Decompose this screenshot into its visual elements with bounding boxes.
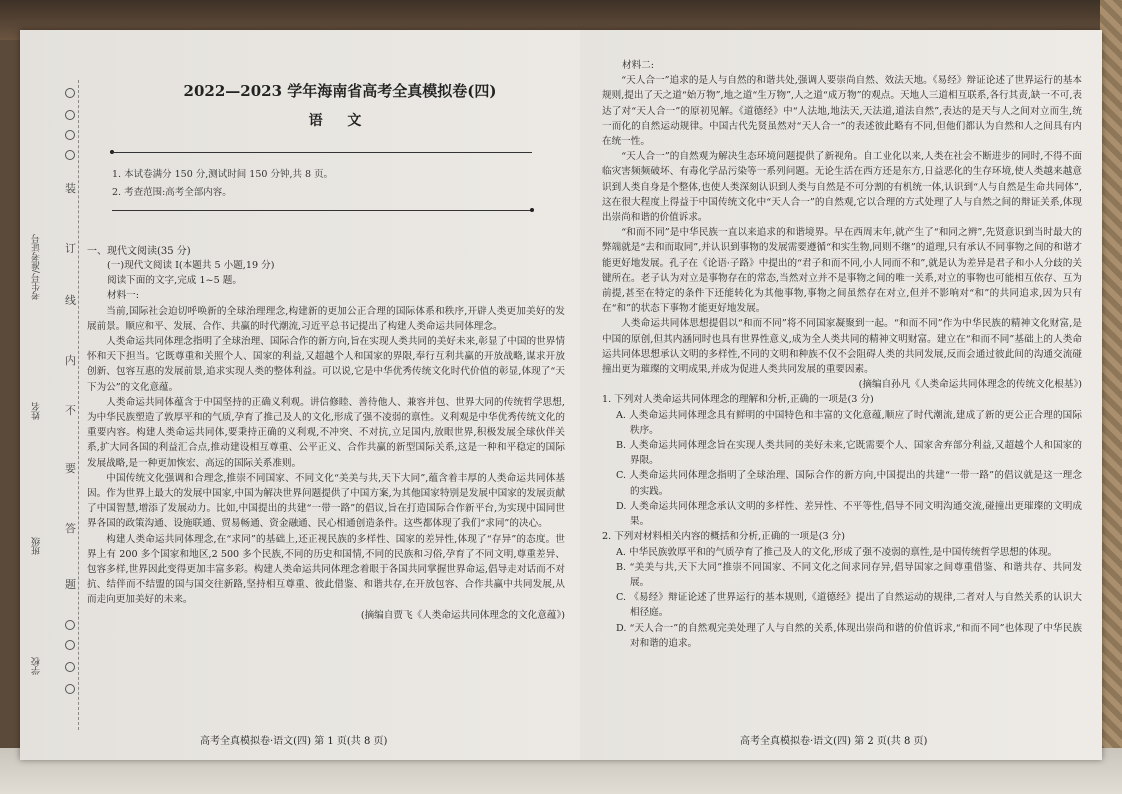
section-heading: 一、现代文阅读(35 分): [87, 246, 191, 257]
binding-char: 不: [65, 404, 76, 417]
paragraph: 人类命运共同体理念指明了全球治理、国际合作的新方向,旨在实现人类共同的美好未来,彰显了中国的世界情怀和天下担当。它既尊重和关照个人、国家的利益,又超越个人和国家的界限,奉行互利共赢的开放战略,谋求开放创新、包容互惠的发展前景,追求实现人类的整体利益。可以说,它是中华优秀传统文化时代价值的彰显,体现了“天下为公”的文化意蕴。: [87, 336, 565, 393]
paragraph: 人类命运共同体蕴含于中国坚持的正确义利观。讲信修睦、善待他人、兼容并包、世界大同的传统哲学思想,为中华民族塑造了敦厚平和的气质,孕育了推己及人的文化,形成了强不凌弱的禀性。义利观是中华优秀传统文化的重要内容。构建人类命运共同体,要秉持正确的义利观,不冲突、不对抗,立足国内,放眼世界,积极发展全球伙伴关系,扩大同各国的利益汇合点,推动建设相互尊重、公平正义、合作共赢的新型国际关系,这是一种和平稳定的国际发展战略,是一种更加恢宏、高远的国际关系准则。: [87, 396, 565, 469]
source-citation: (摘编自孙凡《人类命运共同体理念的传统文化根基》): [858, 379, 1082, 391]
paragraph: 构建人类命运共同体理念,在“求同”的基础上,还正视民族的多样性、国家的差异性,体现了“存异”的态度。世界上有 200 多个国家和地区,2 500 多个民族,不同的历史和国情,不同的民族和习俗,孕育了不同文明,尊重差异、包容多样,世界因此变得更加丰富多彩。构建人类命运共同体理念着眼于各国共同掌握世界命运,倡导走对话而不对抗、结伴而不结盟的国与国交往新路,坚持相互尊重、彼此借鉴、和谐共存,在开放包容、合作共赢中共同发展,从而走向更加美好的未来。: [87, 533, 565, 606]
binding-hole: [65, 640, 75, 650]
binding-char: 线: [65, 294, 76, 307]
binding-char: 要: [65, 462, 76, 475]
question-option: A. 中华民族敦厚平和的气质孕育了推己及人的文化,形成了强不凌弱的禀性,是中国传统哲学思想的体现。: [616, 546, 1058, 558]
subject-title: 语 文: [308, 113, 372, 129]
question-stem: 2. 下列对材料相关内容的概括和分析,正确的一项是(3 分): [602, 531, 845, 543]
paragraph: “和而不同”是中华民族一直以来追求的和谐境界。早在西周末年,就产生了“和同之辨”,先贤意识到当时最大的弊端就是“去和而取同”,并认识到事物的发展需要遵循“和实生物,同则不继”的道理,只有承认不同事物之间的和谐才能更好地发展。孔子在《论语·子路》中提出的“君子和而不同,小人同而不和”,就是认为差异是君子和小人分歧的关键所在。老子认为对立是事物存在的常态,当然对立并不是事物之间的唯一关系,对立的事物也可能相互依存、互为前提,甚至在特定的条件下还能转化为其他事物,事物之间虽然存在对立,但并不影响对“和”的共同追求,因为只有在“和”的状态下事物才能更好地发展。: [602, 227, 1082, 315]
binding-hole: [65, 662, 75, 672]
binding-hole: [65, 620, 75, 630]
question-option: D. 人类命运共同体理念承认文明的多样性、差异性、不平等性,倡导不同文明沟通交流,碰撞出更璀璨的文明成果。: [616, 500, 1082, 528]
binding-line: [78, 80, 79, 730]
binding-char: 装: [65, 182, 76, 195]
question-option: C. 人类命运共同体理念指明了全球治理、国际合作的新方向,中国提出的共建“一带一路”的倡议就是这一理念的实践。: [616, 470, 1082, 497]
page-1: [20, 30, 580, 760]
question-option: C. 《易经》辩证论述了世界运行的基本规则,《道德经》提出了自然运动的规律,二者对人与自然关系的认识大相径庭。: [616, 592, 1082, 619]
paragraph: 当前,国际社会迫切呼唤新的全球治理理念,构建新的更加公正合理的国际体系和秩序,开辟人类更加美好的发展前景。顺应和平、发展、合作、共赢的时代潮流,习近平总书记提出了构建人类命运共同体理念。: [87, 305, 565, 332]
page-footer: 高考全真模拟卷·语文(四) 第 2 页(共 8 页): [740, 736, 928, 747]
paragraph: 中国传统文化强调和合理念,推崇不同国家、不同文化“美美与共,天下大同”,蕴含着丰厚的人类命运共同体基因。作为世界上最大的发展中国家,中国为解决世界问题提供了中国方案,为其他国家特别是发展中国家的发展贡献了中国智慧,增添了发展动力。比如,中国提出的共建“一带一路”的倡议,旨在打造国际合作新平台,为实现中国同世界各国的政策沟通、设施联通、贸易畅通、资金融通、民心相通创造条件。这些都体现了我们“求同”的决心。: [87, 472, 565, 530]
question-option: B. “美美与共,天下大同”推崇不同国家、不同文化之间求同存异,倡导国家之间尊重借鉴、和谐共存、共同发展。: [616, 561, 1082, 588]
header-rule: [112, 152, 532, 153]
page2-body: [602, 58, 1082, 651]
binding-hole: [65, 88, 75, 98]
name-label: 姓名: [32, 402, 42, 420]
exam-paper: [20, 30, 1102, 760]
binding-char: 答: [65, 522, 76, 535]
school-label: 学校: [32, 657, 42, 675]
question-stem: 1. 下列对人类命运共同体理念的理解和分析,正确的一项是(3 分): [602, 394, 874, 406]
background-right: [1100, 0, 1122, 794]
rule-dot: [530, 208, 534, 212]
paragraph: 人类命运共同体思想提倡以“和而不同”将不同国家凝聚到一起。“和而不同”作为中华民族的精神文化财富,是中国的原创,但其内涵同时也具有世界性意义,成为全人类共同的精神文明财富。建立在“和而不同”基础上的人类命运共同体思想承认文明的多样性,不同的文明和种族不仅不会阻碍人类的共同发展,反而会通过彼此间的沟通交流碰撞出更为璀璨的文明成果,并成为促进人类共同发展的重要因素。: [602, 318, 1082, 376]
source-citation: (摘编自贾飞《人类命运共同体理念的文化意蕴》): [360, 609, 565, 621]
instruction: 阅读下面的文字,完成 1~5 题。: [107, 275, 242, 287]
exam-title: 2022—2023 学年海南省高考全真模拟卷(四): [183, 82, 497, 100]
exam-note: 1. 本试卷满分 150 分,测试时间 150 分钟,共 8 页。: [112, 169, 334, 180]
class-label: 班级: [32, 537, 42, 555]
question-option: D. “天人合一”的自然观完美处理了人与自然的关系,体现出崇尚和谐的价值诉求,“和而不同”也体现了中华民族对和谐的追求。: [616, 622, 1082, 649]
page-footer: 高考全真模拟卷·语文(四) 第 1 页(共 8 页): [200, 736, 388, 747]
material-title: 材料二:: [622, 60, 655, 71]
page-2: [580, 30, 1102, 760]
page1-body: [87, 258, 565, 623]
exam-note: 2. 考查范围:高考全部内容。: [112, 187, 232, 198]
subsection-heading: (一)现代文阅读 I(本题共 5 小题,19 分): [107, 260, 275, 271]
paragraph: “天人合一”的自然观为解决生态环境问题提供了新视角。自工业化以来,人类在社会不断进步的同时,不得不面临灾害频频破坏、有毒化学品污染等一系列问题。无论生活在西方还是东方,日益恶化的生存环境,使人类越来越意识到人类自身是个整体,也使人类深刻认识到人类与自然是不可分割的有机统一体,认识到“人与自然是生命共同体”,这在很大程度上得益于中国传统文化中“天人合一”的自然观,它以合理的方式处理了人与自然之间的辩证关系,体现出崇尚和谐的价值诉求。: [602, 151, 1082, 224]
header-rule: [112, 210, 532, 211]
binding-hole: [65, 150, 75, 160]
question-option: A. 人类命运共同体理念具有鲜明的中国特色和丰富的文化意蕴,顺应了时代潮流,建成了新的更公正合理的国际秩序。: [616, 409, 1082, 436]
binding-hole: [65, 130, 75, 140]
question-option: B. 人类命运共同体理念旨在实现人类共同的美好未来,它既需要个人、国家舍弃部分利益,又超越个人和国家的界限。: [616, 440, 1082, 467]
binding-hole: [65, 110, 75, 120]
exam-id-label: 考生号/准考证号: [32, 233, 42, 300]
binding-hole: [65, 684, 75, 694]
material-title: 材料一:: [107, 290, 140, 302]
paragraph: “天人合一”追求的是人与自然的和谐共处,强调人要崇尚自然、效法天地。《易经》辩证论述了世界运行的基本规则,提出了天之道“始万物”,地之道“生万物”,人之道“成万物”的观点。天地人三道相互联系,各行其责,缺一不可,表达了对“天人合一”的原初见解。《道德经》中“人法地,地法天,天法道,道法自然”,表达的是天与人之间对立而生,统一而化的自然运动规律。中国古代先贤虽然对“天人合一”的表述彼此略有不同,但他们都认为自然和人之间具有内在统一性。: [602, 75, 1082, 148]
binding-char: 内: [65, 354, 76, 367]
binding-char: 订: [65, 242, 76, 255]
binding-char: 题: [65, 578, 76, 591]
